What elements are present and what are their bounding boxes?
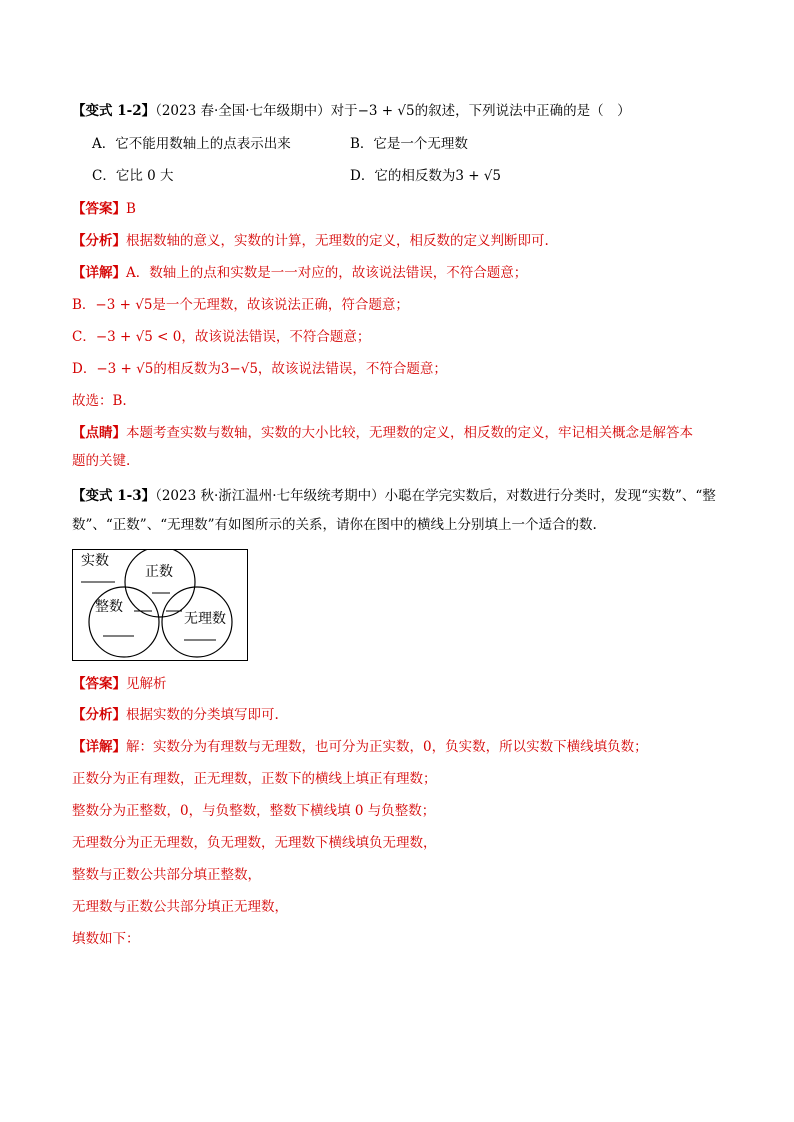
math-expression: 3−√5 xyxy=(220,361,258,377)
math-expression: −3 + √5 xyxy=(96,361,154,377)
stem-text: 小聪在学完实数后，对数进行分类时，发现“实数”、“整 xyxy=(384,488,716,504)
analysis-tag: 【分析】 xyxy=(72,707,126,723)
stem-text: 的叙述，下列说法中正确的是（ ） xyxy=(414,103,631,119)
irrational-label: 无理数 xyxy=(184,611,226,627)
positive-label: 正数 xyxy=(145,564,173,580)
integer-label: 整数 xyxy=(95,599,123,615)
question-1-2-stem xyxy=(72,102,631,120)
option-d xyxy=(350,167,501,185)
math-expression: 3 + √5 xyxy=(455,168,502,184)
detail-line: 填数如下： xyxy=(72,931,140,947)
detail-line xyxy=(72,264,527,282)
detail-label: C． xyxy=(72,329,96,345)
answer-tag: 【答案】 xyxy=(72,201,126,217)
detail-text: A．数轴上的点和实数是一一对应的，故该说法错误，不符合题意； xyxy=(126,265,528,281)
detail-text: ，故该说法错误，不符合题意； xyxy=(257,361,447,377)
detail-text: 的相反数为 xyxy=(153,361,221,377)
detail-line xyxy=(72,328,370,346)
detail-line: 整数与正数公共部分填正整数， xyxy=(72,867,261,883)
comment-tag: 【点睛】 xyxy=(72,425,126,441)
detail-text: ，故该说法错误，不符合题意； xyxy=(181,329,371,345)
detail-label: D． xyxy=(72,361,97,377)
detail-tag: 【详解】 xyxy=(72,265,126,281)
detail-line: 无理数与正数公共部分填正无理数， xyxy=(72,899,288,915)
analysis-tag: 【分析】 xyxy=(72,233,126,249)
option-d-text: D．它的相反数为 xyxy=(350,168,456,184)
choice-line: 故选：B. xyxy=(72,393,127,409)
answer-text: B xyxy=(126,201,136,217)
comment-text: 本题考查实数与数轴，实数的大小比较，无理数的定义，相反数的定义，牢记相关概念是解答本 xyxy=(126,425,693,441)
venn-diagram xyxy=(72,549,248,661)
question-source: （2023 春·全国·七年级期中） xyxy=(155,103,331,119)
analysis-text: 根据实数的分类填写即可. xyxy=(126,707,279,723)
answer-line xyxy=(72,675,167,693)
question-tag: 【变式 1-3】 xyxy=(72,488,156,504)
math-expression: −3 + √5 < 0 xyxy=(95,329,182,345)
stem-text: 对于 xyxy=(330,103,358,119)
math-expression: −3 + √5 xyxy=(357,103,415,119)
answer-line xyxy=(72,200,136,218)
detail-text: 解：实数分为有理数与无理数，也可分为正实数，0，负实数，所以实数下横线填负数； xyxy=(126,739,648,755)
integer-circle xyxy=(89,587,159,657)
analysis-line xyxy=(72,232,549,250)
positive-circle xyxy=(125,549,195,617)
detail-label: B． xyxy=(72,297,96,313)
question-source: （2023 秋·浙江温州·七年级统考期中） xyxy=(155,488,385,504)
answer-tag: 【答案】 xyxy=(72,676,126,692)
detail-line: 无理数分为正无理数，负无理数，无理数下横线填负无理数， xyxy=(72,835,437,851)
detail-line: 正数分为正有理数，正无理数，正数下的横线上填正有理数； xyxy=(72,771,437,787)
detail-line xyxy=(72,360,447,378)
question-tag: 【变式 1-2】 xyxy=(72,103,156,119)
detail-line xyxy=(72,296,409,314)
analysis-text: 根据数轴的意义，实数的计算，无理数的定义，相反数的定义判断即可. xyxy=(126,233,549,249)
venn-svg xyxy=(72,549,248,661)
real-label: 实数 xyxy=(81,553,109,569)
detail-tag: 【详解】 xyxy=(72,739,126,755)
detail-text: 是一个无理数，故该说法正确，符合题意； xyxy=(152,297,409,313)
option-c: C．它比 0 大 xyxy=(92,168,174,184)
option-b: B．它是一个无理数 xyxy=(350,136,468,152)
comment-line: 题的关键. xyxy=(72,453,131,469)
question-1-3-stem xyxy=(72,487,716,505)
answer-text: 见解析 xyxy=(126,676,167,692)
detail-line xyxy=(72,738,648,756)
math-expression: −3 + √5 xyxy=(95,297,153,313)
comment-line xyxy=(72,424,693,442)
question-1-3-stem-cont: 数”、“正数”、“无理数”有如图所示的关系，请你在图中的横线上分别填上一个适合的数. xyxy=(72,517,597,533)
option-a: A．它不能用数轴上的点表示出来 xyxy=(92,136,291,152)
detail-line: 整数分为正整数，0，与负整数，整数下横线填 0 与负整数； xyxy=(72,803,436,819)
analysis-line xyxy=(72,706,279,724)
